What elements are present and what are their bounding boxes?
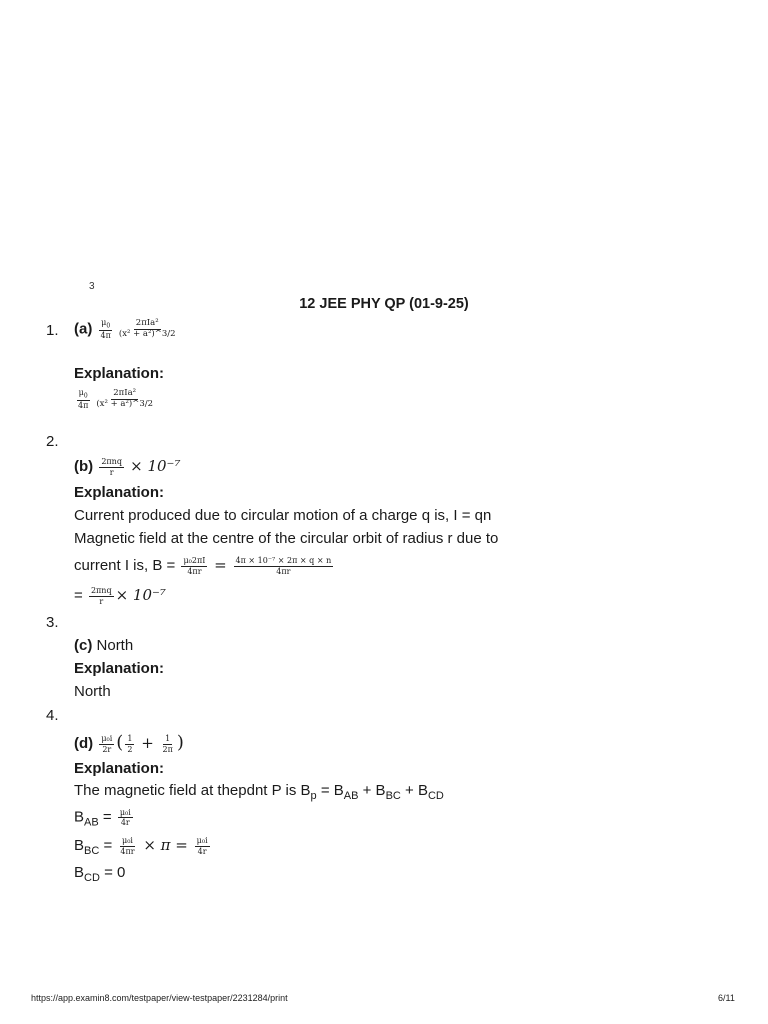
formula-fraction: $\frac{\text{2πnq}}{r}$	[90, 586, 112, 606]
footer-url: https://app.examin8.com/testpaper/view-testpaper/2231284/print	[31, 993, 288, 1003]
answer-text: North	[96, 637, 134, 654]
footer-page-number: 6/11	[718, 993, 735, 1003]
explanation-label: Explanation:	[74, 365, 165, 382]
answer-line	[74, 318, 180, 341]
answer-line	[74, 637, 133, 654]
explanation-text: The magnetic field at thepdnt P is $B_p = B_{AB} + B_{BC} + B_{CD}$	[74, 782, 444, 802]
formula-fraction: $\frac{\text{μ₀i}}{4r}$	[119, 808, 131, 828]
answer-fraction: $\frac{\text{2πnq}}{r}$	[101, 457, 122, 477]
explanation-formula: $B_{BC}$ = $\frac{\text{μ₀i}}{4\pi r}$ × π = $\frac{\text{μ₀i}}{4r}$	[74, 836, 208, 857]
answer-fraction: $\frac{\text{2πIa²}}{\text{(x² + a²)\textasciicircum{}3/2}}$	[118, 318, 176, 339]
explanation-formula: = $\frac{\text{2πnq}}{r}$ × 10⁻⁷	[74, 586, 166, 606]
explanation-formula: current I is, B = $\frac{\text{μ₀2πI}}{4\pi r}$ = $\frac{\text{4π × 10⁻⁷ × 2π × q × n}}{4\pi r}$	[74, 556, 332, 576]
answer-line: (d) $\frac{\text{μ₀i}}{2r}$ ( $\frac{1}{2}$ + $\frac{1}{2\pi}$ )	[74, 732, 184, 754]
paren-fraction: $\frac{1}{2\pi}$	[162, 734, 173, 754]
explanation-formula: $B_{AB}$ = $\frac{\text{μ₀i}}{4r}$	[74, 808, 131, 829]
question-number: 1.	[46, 322, 59, 339]
option-label: (a)	[74, 320, 93, 338]
mu-over-4pi: $\frac{\mu_0}{4\pi}$	[100, 318, 111, 341]
answer-fraction: $\frac{\text{μ₀i}}{2r}$	[101, 734, 113, 754]
explanation-label: Explanation:	[74, 484, 165, 501]
explanation-formula: $B_{CD} = 0$	[74, 864, 126, 884]
answer-multiplier: × 10⁻⁷	[130, 457, 181, 475]
option-label: (c)	[74, 637, 93, 654]
page-mark: 3	[89, 281, 95, 292]
explanation-text: Current produced due to circular motion of a charge q is, I = qn	[74, 507, 492, 524]
explanation-label: Explanation:	[74, 660, 165, 677]
question-number: 4.	[46, 707, 59, 724]
formula-fraction: $\frac{\text{4π × 10⁻⁷ × 2π × q × n}}{4\pi r}$	[235, 556, 332, 576]
question-number: 2.	[46, 433, 59, 450]
explanation-text: Magnetic field at the centre of the circular orbit of radius r due to	[74, 530, 499, 547]
page-title: 12 JEE PHY QP (01-9-25)	[299, 296, 469, 312]
option-label: (d)	[74, 735, 94, 752]
mu-over-4pi: $\frac{\mu_0}{4\pi}$	[78, 388, 89, 411]
formula-fraction: $\frac{\text{μ₀2πI}}{4\pi r}$	[183, 556, 206, 576]
explanation-label: Explanation:	[74, 760, 165, 777]
paren-fraction: $\frac{1}{2}$	[127, 734, 133, 754]
option-label: (b)	[74, 458, 94, 475]
formula-fraction: $\frac{\text{μ₀i}}{4\pi r}$	[120, 836, 135, 856]
question-number: 3.	[46, 614, 59, 631]
formula-fraction: $\frac{\text{μ₀i}}{4r}$	[196, 836, 208, 856]
explanation-fraction: $\frac{\text{2πIa²}}{\text{(x² + a²)\textasciicircum{}3/2}}$	[96, 388, 153, 409]
explanation-formula	[74, 388, 157, 411]
answer-line	[74, 457, 180, 477]
explanation-text: North	[74, 683, 111, 700]
